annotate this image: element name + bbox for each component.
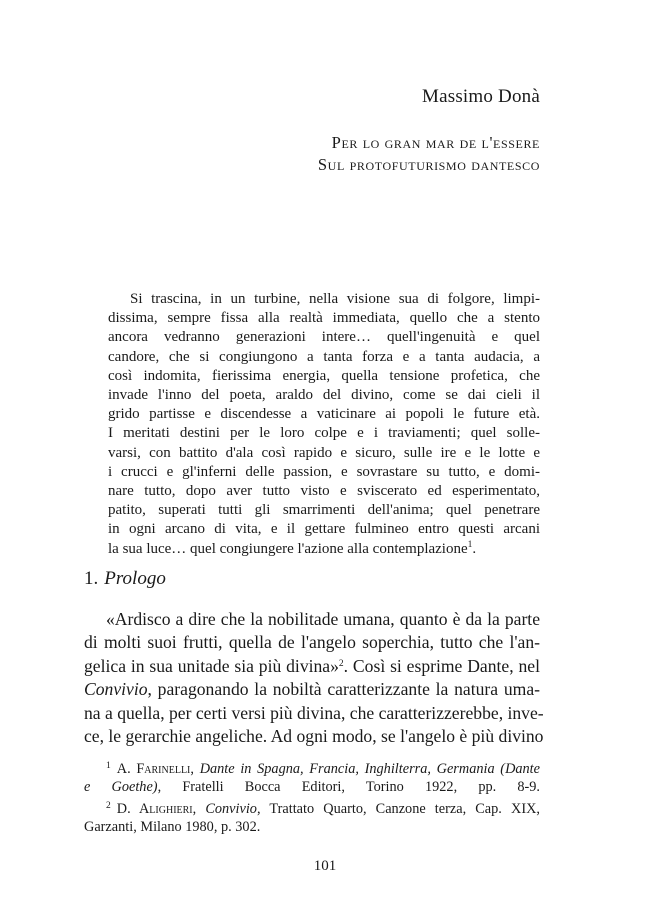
epigraph-line: patito, superati tutti gli smarrimenti dell'anima; quel penetrare [108,502,540,519]
epigraph-line: i crucci e gl'inferni delle passion, e sovrastare su tutto, e domi- [108,463,540,480]
section-title: Prologo [104,568,166,589]
footnote-ref-2[interactable]: 2 [338,658,344,669]
body-line: «Ardisco a dire che la nobilitade umana, quanto è da la parte [106,609,540,629]
footnote-author: A. Farinelli [116,761,191,777]
epigraph-quote [108,290,540,559]
footnote-1-continued [84,778,540,796]
chapter-title-line-1: Per lo gran mar de l'essere [331,133,540,152]
section-heading [84,568,166,590]
epigraph-line: grido partisse e discendesse a vaticinare ai popoli le future età. [108,406,540,423]
footnote-work-title: Convivio [205,800,257,817]
epigraph-line: varsi, con battito d'ala così rapido e sicuro, sulle ire e le lotte e [108,444,540,461]
work-title: Convivio [84,679,148,700]
footnote-marker: 1 [106,761,111,771]
footnote-author: D. Alighieri [116,800,193,817]
body-line: na a quella, per certi versi più divina, che caratterizzerebbe, inve- [84,702,544,723]
body-line [84,678,540,701]
footnote-2: $^2$ D. Alighieri, Convivio, Trattato Quarto, Canzone terza, Cap. XIX, [106,800,540,817]
epigraph-line: candore, che si congiungono a tanta forza e a tanta audacia, a [108,348,540,365]
epigraph-line: in ogni arcano di vita, e il gettare fulmineo entro questi arcani [108,521,540,538]
epigraph-line: Si trascina, in un turbine, nella visione sua di folgore, limpi- [130,291,540,307]
footnote-details: , Trattato Quarto, Canzone terza, Cap. XIX, [256,800,540,817]
epigraph-line-text: la sua luce… quel congiungere l'azione alla contemplazione [108,540,468,557]
footnote-1: $^1$ A. Farinelli, Dante in Spagna, Francia, Inghilterra, Germania (Dante [106,761,541,777]
epigraph-line: nare tutto, dopo aver tutto visto e sviscerato ed esperimentato, [108,483,540,500]
chapter-subtitle: Sul protofuturismo dantesco [317,155,540,174]
footnote-marker: 2 [106,800,111,811]
epigraph-line: invade l'inno del poeta, araldo del divino, come se dai cieli il [108,387,540,404]
footnote-publisher: , Fratelli Bocca Editori, Torino 1922, pp. 8-9. [157,779,541,796]
body-line-text: . Così si esprime Dante, nel [343,655,540,676]
body-paragraph [84,608,544,748]
section-number: 1. [84,568,99,589]
footnote-work-title: Dante in Spagna, Francia, Inghilterra, Germania (Dante [199,761,541,777]
epigraph-line: così indomita, fierissima energia, quella tensione profetica, che [108,367,540,384]
chapter-author: Massimo Donà [422,86,540,107]
epigraph-line: dissima, sempre fissa alla realtà immediata, quello che a stento [108,310,540,327]
body-line: di molti suoi frutti, quella de l'angelo soperchia, tutto che l'an- [84,632,540,653]
footnote-ref-1[interactable]: 1 [467,539,473,550]
chapter-title [318,132,540,176]
body-line-text: gelica in sua unitade sia più divina» [84,655,339,676]
body-line-text: , paragonando la nobiltà caratterizzante la natura uma- [147,679,540,700]
page-number: 101 [313,858,337,874]
epigraph-line: I meritati destini per le loro colpe e i traviamenti; quel solle- [108,425,540,442]
footnote-2-continued: Garzanti, Milano 1980, p. 302. [84,818,261,835]
body-line [84,655,540,678]
epigraph-line: ancora vedranno generazioni intere… quell'ingenuità e quel [108,329,540,346]
epigraph-line: la sua luce… quel congiungere l'azione alla contemplazione$^1$. [108,539,477,557]
body-line: ce, le gerarchie angeliche. Ad ogni modo, se l'angelo è più divino [84,726,544,747]
footnote-work-title: e Goethe) [84,779,158,796]
footnotes [84,757,540,836]
